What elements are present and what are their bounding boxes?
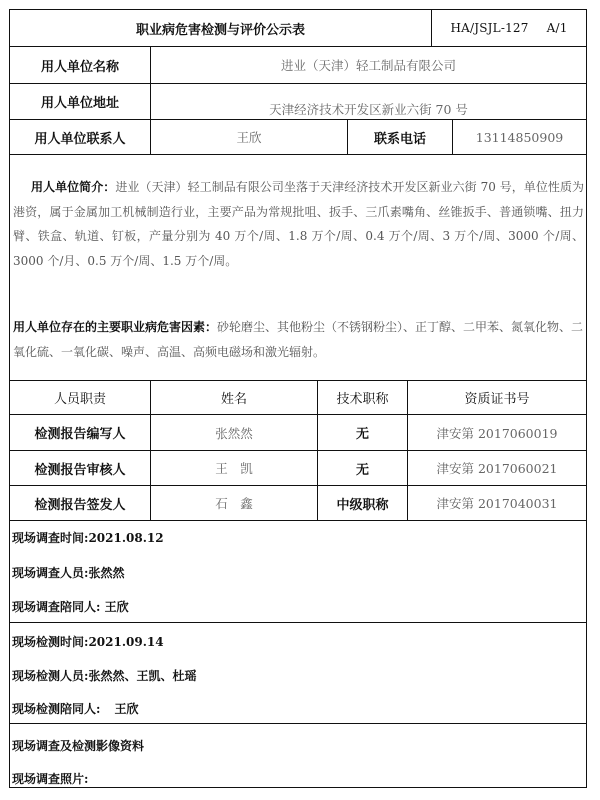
staff-table-header	[10, 381, 586, 415]
employer-name-label: 用人单位名称	[10, 47, 151, 83]
table-row	[10, 451, 586, 486]
contact-phone-value: 13114850909	[475, 129, 564, 145]
header-title: 技术职称	[318, 381, 408, 414]
row-title: 中级职称	[318, 486, 408, 520]
form-code	[432, 10, 586, 46]
detection-companion	[12, 700, 138, 717]
employer-name-value: 进业（天津）轻工制品有限公司	[280, 58, 456, 73]
survey-staff-value: 张然然	[88, 566, 125, 580]
table-row	[10, 415, 586, 451]
disclosure-form	[9, 9, 587, 788]
hazards-section	[10, 306, 586, 381]
employer-address-label: 用人单位地址	[10, 84, 151, 119]
survey-section	[10, 521, 586, 623]
survey-companion	[12, 598, 129, 615]
detection-time-label: 现场检测时间:	[12, 635, 89, 649]
row-name: 石 鑫	[151, 486, 318, 520]
header-role: 人员职责	[10, 381, 151, 414]
survey-staff	[12, 564, 124, 581]
photo-label: 现场调查照片:	[12, 772, 89, 786]
intro-label: 用人单位简介：	[31, 180, 116, 194]
form-version: A/1	[546, 21, 568, 35]
detection-staff-value: 张然然、王凯、杜瑶	[88, 669, 197, 683]
row-cert: 津安第 2017060021	[436, 461, 558, 476]
media-section-label: 现场调查及检测影像资料	[12, 739, 145, 753]
detection-staff-label: 现场检测人员:	[12, 669, 89, 683]
survey-time-label: 现场调查时间:	[12, 531, 89, 545]
row-name: 张然然	[151, 415, 318, 450]
contact-phone-label: 联系电话	[348, 120, 453, 154]
row-cert: 津安第 2017060019	[436, 425, 558, 441]
form-code-number: HA/JSJL-127	[450, 21, 529, 35]
intro-paragraph	[10, 167, 586, 273]
survey-time	[12, 529, 164, 546]
survey-staff-label: 现场调查人员:	[12, 566, 89, 580]
employer-address-row	[10, 84, 586, 120]
row-role: 检测报告编写人	[10, 415, 151, 450]
header-cert: 资质证书号	[464, 392, 530, 407]
title-row	[10, 10, 586, 47]
detection-staff	[12, 667, 196, 684]
detection-section	[10, 623, 586, 724]
header-name: 姓名	[151, 381, 318, 414]
row-cert: 津安第 2017040031	[436, 496, 558, 511]
survey-companion-label: 现场调查陪同人:	[12, 600, 105, 614]
hazards-paragraph	[10, 310, 586, 364]
survey-time-value: 2021.08.12	[88, 531, 164, 545]
employer-name-row	[10, 47, 586, 84]
detection-time-value: 2021.09.14	[88, 635, 164, 649]
media-section	[10, 724, 586, 787]
hazards-text: 砂轮磨尘、其他粉尘（不锈钢粉尘）、正丁醇、二甲苯、氮氧化物、二氧化硫、一氧化碳、噪声、高温、高频电磁场和激光辐射。	[13, 320, 584, 359]
row-title: 无	[318, 415, 408, 450]
survey-companion-value: 王欣	[104, 600, 129, 614]
detection-companion-value: 王欣	[114, 702, 139, 716]
employer-contact-label: 用人单位联系人	[10, 120, 151, 154]
detection-time	[12, 633, 164, 650]
detection-companion-label: 现场检测陪同人:	[12, 702, 101, 716]
employer-contact-row	[10, 120, 586, 155]
form-title: 职业病危害检测与评价公示表	[10, 10, 432, 46]
intro-section	[10, 155, 586, 314]
employer-contact-value: 王欣	[151, 120, 348, 154]
row-role: 检测报告签发人	[10, 486, 151, 520]
table-row	[10, 486, 586, 521]
intro-text: 进业（天津）轻工制品有限公司坐落于天津经济技术开发区新业六街 70 号，单位性质为港资，属于金属加工机械制造行业，主要产品为常规批咀、扳手、三爪素嘴角、丝锥扳手、普通锁嘴、扭力臂、铁盒、轨道、钉板，产量分别为 40 万个/周、1.8 万个/周、0.4 万个/周、3 万个/周、3000 个/周、3000 个/月、0.5 万个/周、1.5 万个/周。	[13, 180, 584, 268]
row-role: 检测报告审核人	[10, 451, 151, 485]
hazards-label: 用人单位存在的主要职业病危害因素：	[13, 320, 218, 334]
employer-address-value: 天津经济技术开发区新业六街 70 号	[269, 101, 468, 117]
row-name: 王 凯	[151, 451, 318, 485]
row-title: 无	[318, 451, 408, 485]
